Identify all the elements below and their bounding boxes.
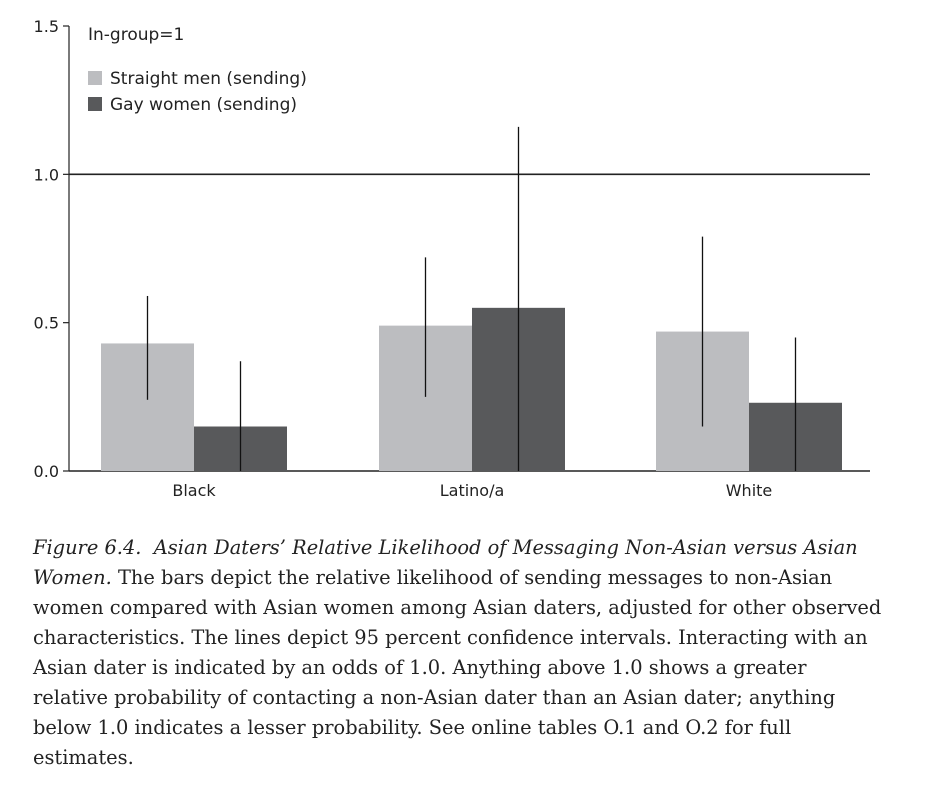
legend-label: Gay women (sending) [110, 95, 297, 115]
y-tick-label: 0.5 [33, 313, 59, 333]
x-tick-label: Latino/a [439, 481, 505, 500]
figure-caption [33, 533, 883, 773]
caption-label: Figure 6.4. [33, 536, 142, 559]
y-tick-label: 1.5 [33, 17, 59, 36]
legend-swatch [88, 71, 102, 85]
legend-title: In-group=1 [88, 25, 185, 45]
x-tick-label: White [725, 481, 773, 500]
caption-text: The bars depict the relative likelihood of sending messages to non-Asian women compared with Asian women among Asian daters, adjusted for other observed characteristics. The lines depict 95 percent confidence intervals. Interacting with an Asian dater is indicated by an odds of 1.0. Anything above 1.0 shows a greater relative probability of contacting a non-Asian dater than an Asian dater; anything below 1.0 indicates a lesser probability. See online tables O.1 and O.2 for full estimates. [33, 566, 882, 769]
legend-swatch [88, 97, 102, 111]
x-tick-label: Black [172, 481, 216, 500]
y-tick-label: 1.0 [33, 165, 59, 185]
y-tick-label: 0.0 [33, 462, 59, 481]
legend-label: Straight men (sending) [110, 69, 307, 89]
caption-title: Asian Daters’ Relative Likelihood of Messaging Non-Asian versus Asian Women. [33, 536, 858, 589]
